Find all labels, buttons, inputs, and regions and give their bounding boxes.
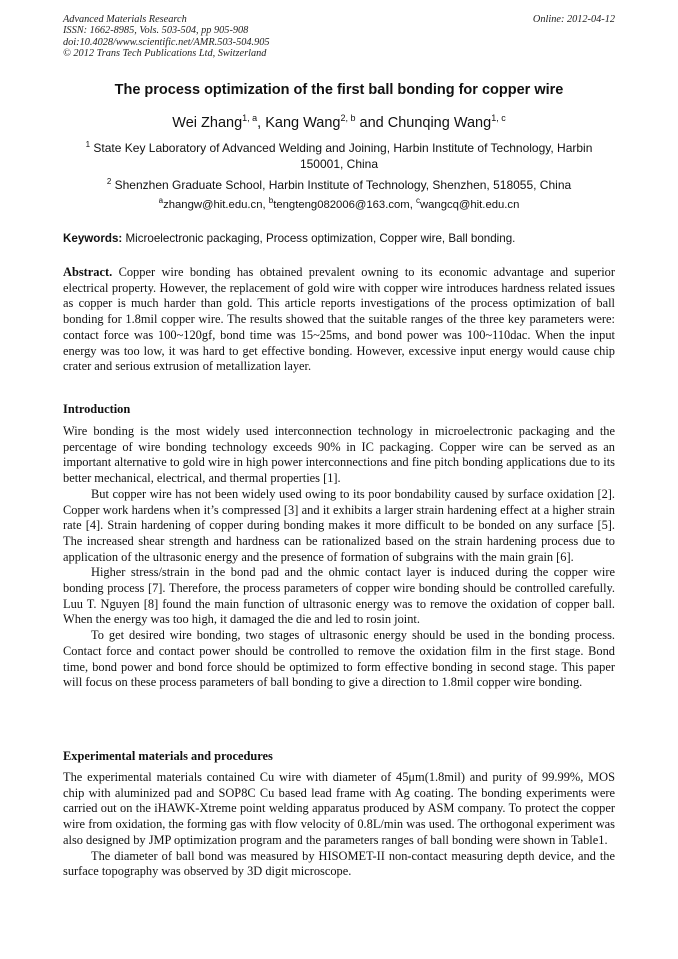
abstract (63, 265, 615, 375)
body-paragraph: The diameter of ball bond was measured by HISOMET-II non-contact measuring depth device, and the surface topography was observed by 3D digit microscope. (63, 848, 615, 879)
author-sup: 1, c (491, 113, 506, 123)
keywords-label: Keywords: (63, 232, 123, 245)
author-sup: 1, a (242, 113, 258, 123)
body-paragraph: But copper wire has not been widely used owing to its poor bondability caused by surface oxidation [2]. Copper work hardens when it’s compressed [3] and it exhibits a larger strain hardening effect at a higher strain rate [4]. Strain hardening of copper during bonding makes it more difficult to be bonded on any surface [5]. The increased shear strength and hardness can be rationalized based on the strain hardening process due to application of the ultrasonic energy and the presence of formation of subgrains with the main grain [6]. (63, 486, 615, 564)
author-sup: 2, b (340, 113, 356, 123)
email-address[interactable]: zhangw@hit.edu.cn (163, 198, 263, 211)
email-separator: , (409, 198, 416, 211)
email-sup: a (158, 196, 164, 205)
email-sup: c (415, 196, 420, 205)
abstract-paragraph (63, 265, 615, 375)
copyright-line: © 2012 Trans Tech Publications Ltd, Switzerland (63, 47, 267, 59)
author-separator: and (355, 114, 388, 131)
body-paragraph: Higher stress/strain in the bond pad and the ohmic contact layer is induced during the copper wire bonding process [7]. Therefore, the process parameters of copper wire bonding should be controlled carefully. Luu T. Nguyen [8] found the main function of ultrasonic energy was to remove the oxidation of copper ball. When the energy was too high, it damaged the die and led to rosin joint. (63, 565, 615, 627)
abstract-text: Copper wire bonding has obtained prevalent owning to its economic advantage and superior electrical property. However, the replacement of gold wire with copper wire introduces hardness related issues as copper is much harder than gold. This article reports investigations of the process optimization of ball bonding for 1.8mil copper wire. The results showed that the suitable ranges of the three key parameters were: contact force was 100~120gf, bond time was 15~25ms, and bond power was 100~110dac. When the input energy was too low, it was hard to get effective bonding. However, excessive input energy would cause chip crater and serious extrusion of metallization layer. (63, 265, 615, 374)
experimental-body (63, 770, 615, 880)
paper-title: The process optimization of the first ball bonding for copper wire (114, 82, 564, 98)
author-line (0, 113, 678, 131)
email-sup: b (268, 196, 274, 205)
author-name: Chunqing Wang (387, 114, 492, 131)
affiliation-sup: 2 (106, 177, 112, 186)
affiliation-1 (63, 137, 615, 172)
author-name: Wei Zhang (172, 114, 243, 131)
keywords-text: Microelectronic packaging, Process optimization, Copper wire, Ball bonding. (122, 232, 516, 245)
email-separator: , (262, 198, 269, 211)
section-heading-experimental: Experimental materials and procedures (63, 749, 273, 763)
email-address[interactable]: tengteng082006@163.com (273, 198, 410, 211)
affiliation-sup: 1 (85, 140, 91, 149)
introduction-body (63, 424, 615, 691)
keywords (63, 232, 623, 245)
author-separator: , (257, 114, 266, 131)
body-paragraph: Wire bonding is the most widely used interconnection technology in microelectronic packaging and the percentage of wire bonding technology exceeds 90% in IC packaging. Copper wire can be served as an important alternative to gold wire in high power interconnections and fine pitch bonding applications due to its better mechanical, electrical, and thermal properties [1]. (63, 424, 615, 486)
online-date: Online: 2012-04-12 (532, 14, 615, 25)
body-paragraph: To get desired wire bonding, two stages of ultrasonic energy should be used in the bonding process. Contact force and contact power should be controlled to remove the oxidation film in the first stage. Bond time, bond power and bond force should be optimized to form effective bonding in second stage. This paper will focus on these process parameters of ball bonding to give a direction to 1.8mil copper wire bonding. (63, 628, 615, 690)
email-address[interactable]: wangcq@hit.edu.cn (419, 198, 520, 211)
affiliation-text: Shenzhen Graduate School, Harbin Institute of Technology, Shenzhen, 518055, China (114, 178, 572, 192)
doi-line: doi:10.4028/www.scientific.net/AMR.503-504.905 (63, 36, 270, 48)
journal-name: Advanced Materials Research (63, 14, 187, 25)
author-name: Kang Wang (265, 114, 341, 131)
body-paragraph: The experimental materials contained Cu wire with diameter of 45μm(1.8mil) and purity of 99.99%, MOS chip with aluminized pad and SOP8C Cu based lead frame with Ag coating. The bonding experiments were carried out on the iHAWK-Xtreme point welding apparatus produced by ASM company. To protect the copper wire from oxidation, the forming gas with flow velocity of 0.8L/min was used. The orthogonal experiment was also designed by JMP optimization program and the parameters ranges of ball bonding were shown in Table1. (63, 770, 615, 847)
email-line (0, 196, 678, 211)
journal-header (63, 14, 615, 59)
abstract-label: Abstract. (63, 265, 113, 279)
section-heading-introduction: Introduction (63, 402, 131, 416)
affiliation-2 (63, 174, 615, 193)
issn-line: ISSN: 1662-8985, Vols. 503-504, pp 905-908 (63, 25, 249, 37)
affiliation-text: State Key Laboratory of Advanced Welding and Joining, Harbin Institute of Technology, Harbin 150001, China (93, 141, 593, 171)
